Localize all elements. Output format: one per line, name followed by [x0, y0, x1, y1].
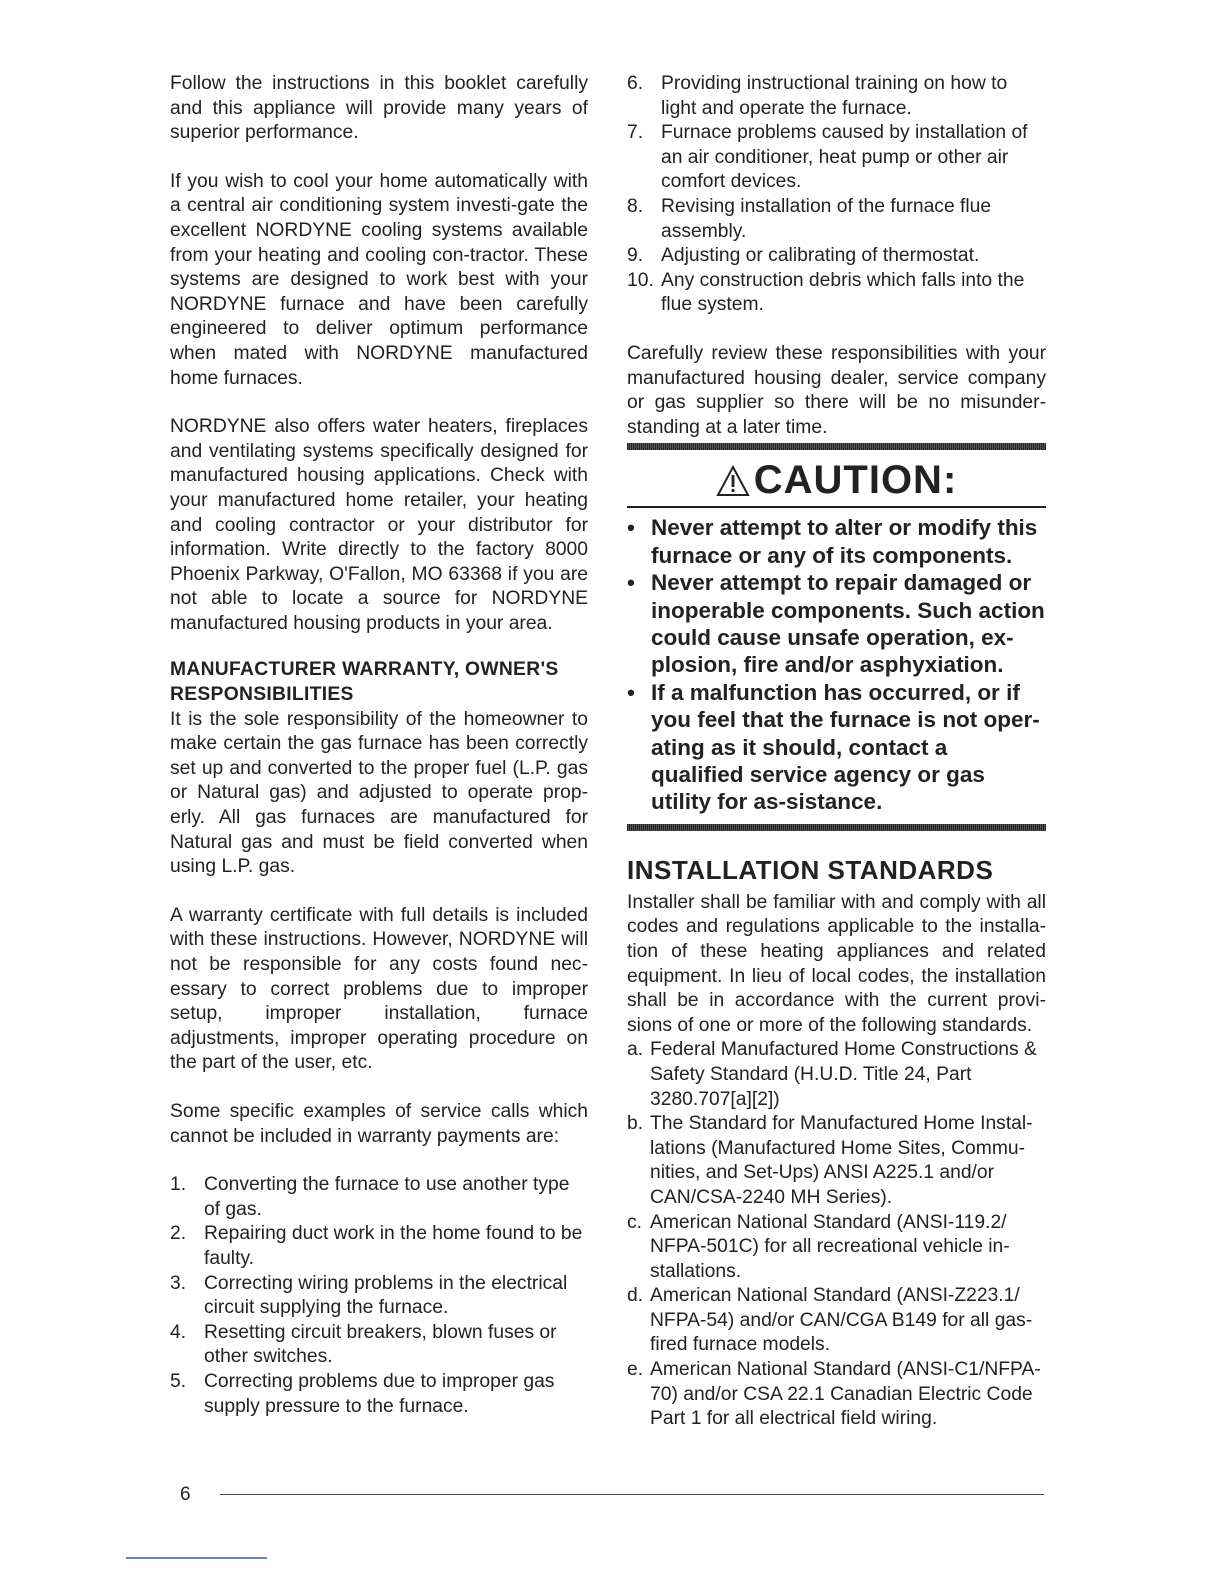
caution-list [627, 514, 1046, 823]
warranty-paragraph-2: A warranty certificate with full details is included with these instructions. However, NORDYNE will not be responsible for any costs found nec-essary to correct problems due to improper setup, improper installation, furnace adjustments, improper operating procedure on the part of the user, etc. [170, 904, 588, 1074]
list-item: 8. Revising installation of the furnace flue assembly. [627, 195, 992, 242]
exclusion-list-right [627, 72, 1046, 318]
list-item: 7. Furnace problems caused by installation of an air conditioner, heat pump or other air comfort devices. [627, 122, 1028, 193]
exclusion-list-left [170, 1173, 588, 1419]
installation-heading: INSTALLATION STANDARDS [627, 854, 994, 885]
intro-paragraph-1: Follow the instructions in this booklet carefully and this appliance will provide many years of superior performance. [170, 73, 588, 144]
caution-item: • Never attempt to repair damaged or inoperable components. Such action could cause unsafe operation, ex-plosion, fire and/or asphyxiation. [627, 570, 1045, 678]
list-item: 2. Repairing duct work in the home found to be faulty. [170, 1223, 583, 1269]
list-item: e. American National Standard (ANSI-C1/NFPA-70) and/or CSA 22.1 Canadian Electric Code Part 1 for all electrical field wiring. [627, 1359, 1041, 1430]
list-item: b. The Standard for Manufactured Home Instal-lations (Manufactured Home Sites, Commu-nities, and Set-Ups) ANSI A225.1 and/or CAN/CSA-2240 MH Series). [627, 1113, 1033, 1208]
standards-list [627, 1038, 1046, 1432]
list-item: c. American National Standard (ANSI-119.2/ NFPA-501C) for all recreational vehicle in-stallations. [627, 1211, 1010, 1282]
caution-bottom-bar [627, 824, 1046, 831]
list-item: 5. Correcting problems due to improper gas supply pressure to the furnace. [170, 1370, 555, 1417]
right-column [627, 72, 1046, 1432]
review-paragraph: Carefully review these responsibilities with your manufactured housing dealer, service company or gas supplier so there will be no misunder-standing at a later time. [627, 342, 1046, 438]
warning-triangle-icon [716, 465, 750, 497]
footer-rule [220, 1494, 1044, 1495]
intro-paragraph-2: If you wish to cool your home automatically with a central air conditioning system investi-gate the excellent NORDYNE cooling systems available from your heating and cooling con-tractor. These systems are designed to work best with your NORDYNE furnace and have been carefully engineered to deliver optimum performance when mated with NORDYNE manufactured home furnaces. [170, 170, 588, 389]
warranty-heading: MANUFACTURER WARRANTY, OWNER'S RESPONSIBILITIES [170, 659, 559, 706]
list-item: 9. Adjusting or calibrating of thermostat. [627, 245, 980, 267]
list-item: a. Federal Manufactured Home Constructions & Safety Standard (H.U.D. Title 24, Part 3280.707[a][2]) [627, 1039, 1037, 1110]
caution-item: • Never attempt to alter or modify this furnace or any of its components. [627, 515, 1038, 568]
list-item: 1. Converting the furnace to use another type of gas. [170, 1174, 570, 1220]
list-item: 4. Resetting circuit breakers, blown fuses or other switches. [170, 1321, 557, 1368]
list-item: 10. Any construction debris which falls into the flue system. [627, 269, 1025, 316]
warranty-paragraph-1: It is the sole responsibility of the homeowner to make certain the gas furnace has been correctly set up and converted to the proper fuel (L.P. gas or Natural gas) and adjusted to operate prop-erly. All gas furnaces are manufactured for Natural gas and must be field converted when using L.P. gas. [170, 708, 588, 878]
caution-title: CAUTION: [627, 450, 1046, 508]
intro-paragraph-3: NORDYNE also offers water heaters, fireplaces and ventilating systems specifically designed for manufactured housing applications. Check with your manufactured home retailer, your heating and cooling contractor or your distributor for information. Write directly to the factory 8000 Phoenix Parkway, O'Fallon, MO 63368 if you are not able to locate a source for NORDYNE manufactured housing products in your area. [170, 416, 588, 634]
list-item: d. American National Standard (ANSI-Z223.1/ NFPA-54) and/or CAN/CGA B149 for all gas-fired furnace models. [627, 1285, 1033, 1356]
left-column [170, 72, 588, 1419]
scan-artifact-line [126, 1557, 267, 1559]
page-number: 6 [180, 1484, 191, 1505]
list-item: 6. Providing instructional training on how to light and operate the furnace. [627, 73, 1008, 119]
warranty-paragraph-3: Some specific examples of service calls which cannot be included in warranty payments are: [170, 1100, 588, 1147]
caution-box [627, 443, 1046, 830]
caution-item: • If a malfunction has occurred, or if you feel that the furnace is not oper-ating as it should, contact a qualified service agency or gas utility for as-sistance. [627, 679, 1040, 815]
caution-top-bar [627, 443, 1046, 450]
list-item: 3. Correcting wiring problems in the electrical circuit supplying the furnace. [170, 1272, 568, 1319]
installation-intro: Installer shall be familiar with and comply with all codes and regulations applicable to the installa-tion of these heating appliances and related equipment. In lieu of local codes, the installation shall be in accordance with the current provi-sions of one or more of the following standards. [627, 891, 1046, 1036]
